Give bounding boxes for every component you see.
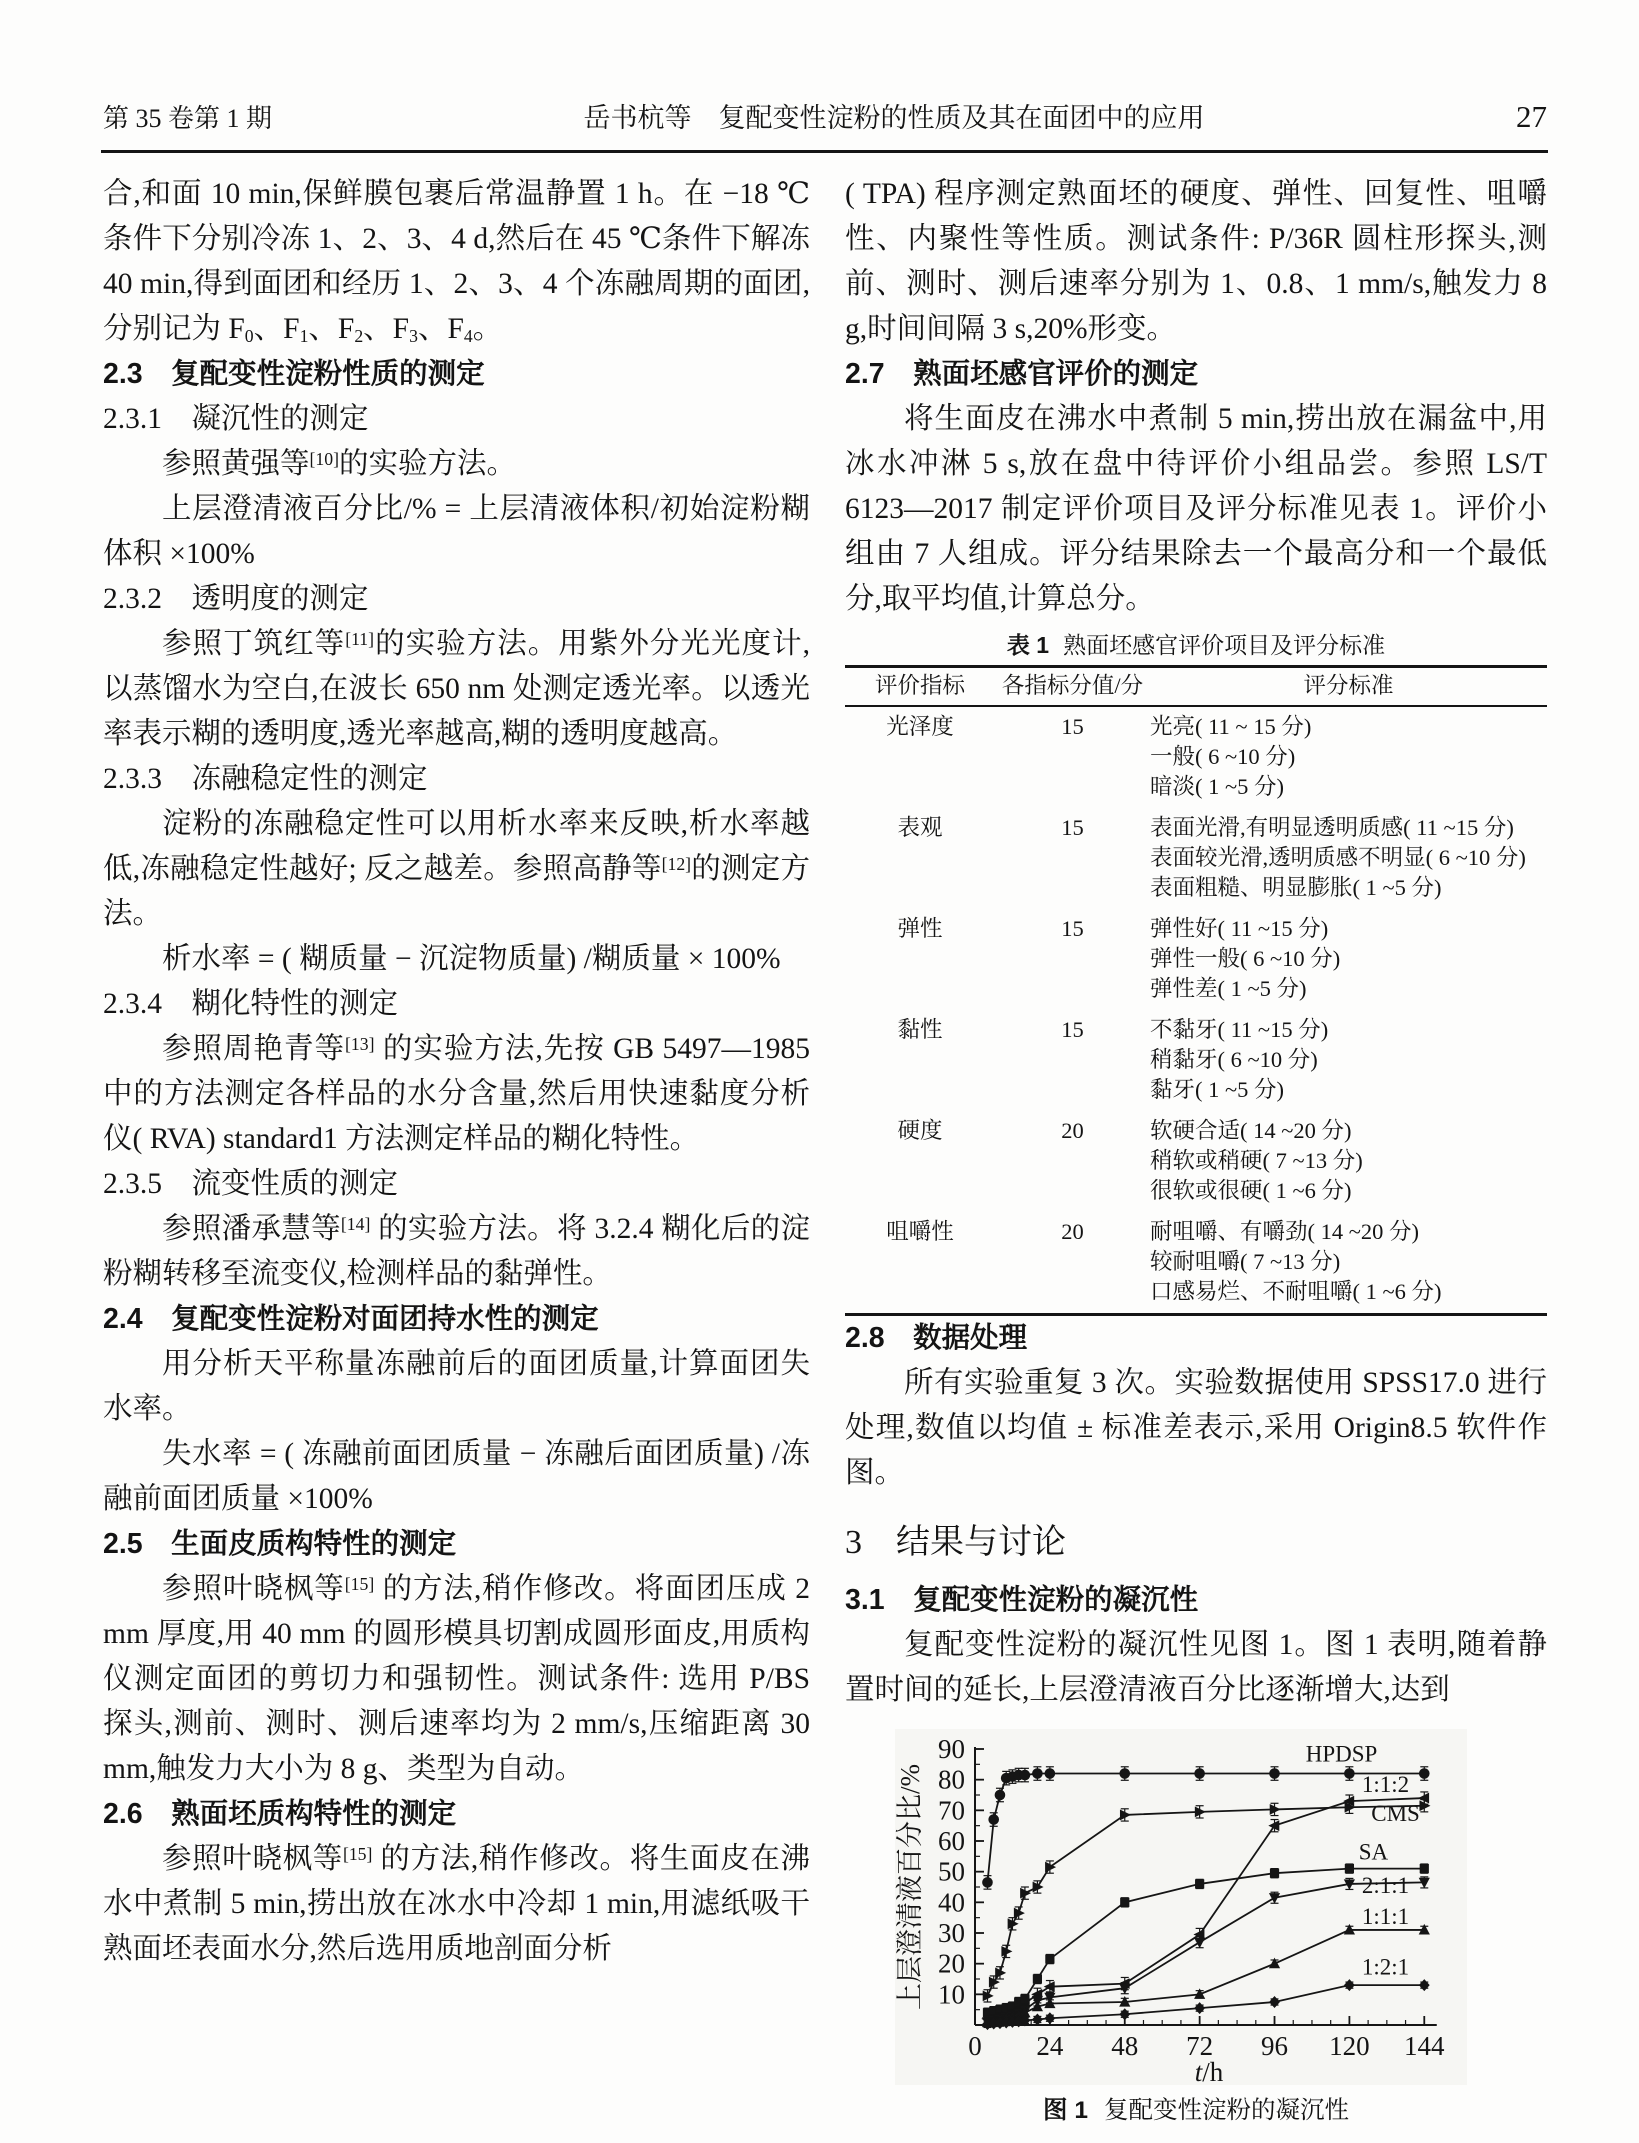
- x-tick-label: 72: [1186, 2031, 1214, 2061]
- paragraph: 复配变性淀粉的凝沉性见图 1。图 1 表明,随着静置时间的延长,上层澄清液百分比逐渐增大,达到: [845, 1629, 1547, 1706]
- criteria-cell: [1150, 1111, 1547, 1212]
- subscript: 3: [409, 326, 418, 346]
- criteria-line: 不黏牙( 11 ~15 分): [1150, 1017, 1329, 1042]
- paragraph: 参照黄强等[10]的实验方法。: [162, 448, 516, 480]
- paragraph: 将生面皮在沸水中煮制 5 min,捞出放在漏盆中,用冰水冲淋 5 s,放在盘中待评价小组品尝。参照 LS/T 6123—2017 制定评价项目及评分标准见表 1。评价小组由 7 人组成。评分结果除去一个最高分和一个最低分,取平均值,计算总分。: [845, 403, 1547, 615]
- score-cell: 20: [1061, 1219, 1084, 1244]
- table-1-body: [845, 706, 1547, 1315]
- subsection-heading: 2.7 熟面坯感官评价的测定: [845, 358, 1199, 390]
- subscript: 4: [463, 326, 473, 346]
- criteria-line: 耐咀嚼、有嚼劲( 14 ~20 分): [1150, 1219, 1420, 1244]
- page-number: 27: [1516, 99, 1547, 134]
- subscript: 0: [244, 326, 254, 346]
- table-1-caption: [845, 628, 1547, 663]
- indicator-cell: 咀嚼性: [886, 1219, 954, 1244]
- reference-superscript: [10]: [309, 449, 339, 469]
- criteria-line: 表面较光滑,透明质感不明显( 6 ~10 分): [1150, 845, 1526, 870]
- x-tick-label: 24: [1036, 2031, 1064, 2061]
- x-tick-label: 48: [1111, 2031, 1139, 2061]
- series-label-SA: SA: [1358, 1839, 1389, 1865]
- y-tick-label: 10: [938, 1979, 965, 2010]
- criteria-line: 黏牙( 1 ~5 分): [1150, 1077, 1285, 1102]
- right-column-top-blocks: [845, 172, 1547, 622]
- indicator-cell: 硬度: [897, 1118, 943, 1143]
- reference-superscript: [15]: [344, 1574, 375, 1594]
- criteria-line: 弹性差( 1 ~5 分): [1150, 976, 1307, 1001]
- header-rule: [101, 150, 1548, 153]
- criteria-line: 弹性一般( 6 ~10 分): [1150, 946, 1341, 971]
- reference-superscript: [12]: [661, 854, 692, 874]
- figure-1-caption-text: 复配变性淀粉的凝沉性: [1103, 2097, 1349, 2124]
- table-row: [845, 1212, 1547, 1315]
- paragraph: 参照叶晓枫等[15] 的方法,稍作修改。将面团压成 2 mm 厚度,用 40 mm 的圆形模具切割成圆形面皮,用质构仪测定面团的剪切力和强韧性。测试条件: 选用 P/BS 探头,测前、测时、测后速率均为 2 mm/s,压缩距离 30 mm,触发力大小为 8 g、类型为自动。: [103, 1573, 810, 1785]
- y-tick-label: 60: [938, 1826, 965, 1856]
- criteria-line: 一般( 6 ~10 分): [1150, 744, 1296, 769]
- x-tick-label: 0: [968, 2031, 982, 2061]
- running-title: 岳书杭等 复配变性淀粉的性质及其在面团中的应用: [583, 103, 1205, 133]
- subsection-heading: 2.4 复配变性淀粉对面团持水性的测定: [103, 1303, 599, 1335]
- figure-1-chart: [895, 1733, 1467, 2085]
- table-row: [845, 808, 1547, 909]
- reference-superscript: [11]: [345, 629, 375, 649]
- subsection-heading: 2.6 熟面坯质构特性的测定: [103, 1798, 457, 1830]
- right-column-bottom-blocks: [845, 1316, 1547, 1713]
- sensory-evaluation-table: [845, 665, 1547, 1316]
- y-tick-label: 90: [938, 1734, 965, 1764]
- series-label-1:1:2: 1:1:2: [1361, 1771, 1410, 1797]
- x-tick-label: 144: [1404, 2031, 1445, 2061]
- criteria-line: 弹性好( 11 ~15 分): [1150, 916, 1329, 941]
- paragraph: 参照丁筑红等[11]的实验方法。用紫外分光光度计,以蒸馏水为空白,在波长 650 nm 处测定透光率。以透光率表示糊的透明度,透光率越高,糊的透明度越高。: [103, 628, 810, 750]
- figure-1-caption-label: 图 1: [1043, 2097, 1088, 2124]
- x-axis-label: t/h: [1194, 2057, 1224, 2085]
- paragraph: 参照潘承慧等[14] 的实验方法。将 3.2.4 糊化后的淀粉糊转移至流变仪,检测样品的黏弹性。: [103, 1213, 810, 1290]
- criteria-cell: [1150, 706, 1547, 808]
- series-label-2:1:1: 2:1:1: [1361, 1873, 1410, 1899]
- paragraph: 失水率 = ( 冻融前面团质量 − 冻融后面团质量) /冻融前面团质量 ×100%: [103, 1438, 810, 1515]
- paragraph: 参照周艳青等[13] 的实验方法,先按 GB 5497—1985 中的方法测定各样品的水分含量,然后用快速黏度分析仪( RVA) standard1 方法测定样品的糊化特性。: [103, 1033, 810, 1155]
- right-column: [845, 172, 1547, 2129]
- x-tick-label: 120: [1329, 2031, 1370, 2061]
- criteria-cell: [1150, 808, 1547, 909]
- subsubsection-heading: 2.3.1 凝沉性的测定: [103, 403, 369, 435]
- subsection-heading: 2.8 数据处理: [845, 1322, 1028, 1354]
- table-1-caption-label: 表 1: [1006, 632, 1050, 658]
- subsection-heading: 2.3 复配变性淀粉性质的测定: [103, 358, 485, 390]
- score-cell: 15: [1061, 714, 1084, 739]
- criteria-line: 稍软或稍硬( 7 ~13 分): [1150, 1148, 1363, 1173]
- table-row: [845, 909, 1547, 1010]
- criteria-line: 稍黏牙( 6 ~10 分): [1150, 1047, 1318, 1072]
- criteria-cell: [1150, 909, 1547, 1010]
- series-label-HPDSP: HPDSP: [1305, 1741, 1378, 1767]
- table-header-row: [845, 667, 1547, 707]
- criteria-line: 口感易烂、不耐咀嚼( 1 ~6 分): [1150, 1279, 1442, 1304]
- subscript: 2: [354, 326, 364, 346]
- y-tick-label: 40: [938, 1887, 965, 1918]
- table-row: [845, 706, 1547, 808]
- paragraph: 上层澄清液百分比/% = 上层清液体积/初始淀粉糊体积 ×100%: [103, 493, 810, 570]
- series-1:1:2: [981, 1772, 1429, 2025]
- criteria-line: 表面粗糙、明显膨胀( 1 ~5 分): [1150, 875, 1442, 900]
- y-tick-label: 70: [938, 1795, 965, 1826]
- criteria-line: 较耐咀嚼( 7 ~13 分): [1150, 1249, 1341, 1274]
- criteria-line: 光亮( 11 ~ 15 分): [1150, 714, 1312, 739]
- subsubsection-heading: 2.3.3 冻融稳定性的测定: [103, 763, 428, 795]
- score-cell: 15: [1061, 1017, 1084, 1042]
- criteria-line: 表面光滑,有明显透明质感( 11 ~15 分): [1150, 815, 1514, 840]
- table-1-head: [845, 667, 1547, 707]
- criteria-cell: [1150, 1010, 1547, 1111]
- x-tick-label: 96: [1261, 2031, 1289, 2061]
- y-tick-label: 20: [938, 1948, 965, 1979]
- paragraph: 析水率 = ( 糊质量 − 沉淀物质量) /糊质量 × 100%: [162, 943, 781, 975]
- subsubsection-heading: 2.3.5 流变性质的测定: [103, 1168, 399, 1200]
- subsubsection-heading: 2.3.4 糊化特性的测定: [103, 988, 399, 1020]
- subsection-heading: 3.1 复配变性淀粉的凝沉性: [845, 1584, 1199, 1616]
- y-axis-label: 上层澄清液百分比/%: [895, 1764, 925, 2010]
- table-1-caption-text: 熟面坯感官评价项目及评分标准: [1063, 633, 1386, 658]
- indicator-cell: 光泽度: [886, 714, 954, 739]
- figure-1-caption: [845, 2093, 1547, 2129]
- column-header-criteria: 评分标准: [1303, 673, 1394, 698]
- criteria-cell: [1150, 1212, 1547, 1315]
- reference-superscript: [14]: [340, 1214, 371, 1234]
- paragraph: 所有实验重复 3 次。实验数据使用 SPSS17.0 进行处理,数值以均值 ± 标准差表示,采用 Origin8.5 软件作图。: [845, 1367, 1547, 1489]
- journal-issue: 第 35 卷第 1 期: [103, 104, 273, 133]
- indicator-cell: 表观: [897, 815, 943, 840]
- page-header: [103, 96, 1547, 135]
- series-label-1:2:1: 1:2:1: [1361, 1954, 1410, 1980]
- section-heading: 3 结果与讨论: [845, 1524, 1066, 1561]
- score-cell: 20: [1061, 1118, 1084, 1143]
- table-row: [845, 1111, 1547, 1212]
- series-label-1:1:1: 1:1:1: [1361, 1903, 1410, 1929]
- column-header-indicator: 评价指标: [874, 673, 965, 698]
- y-tick-label: 50: [938, 1856, 965, 1887]
- reference-superscript: [13]: [345, 1034, 375, 1054]
- paragraph: 淀粉的冻融稳定性可以用析水率来反映,析水率越低,冻融稳定性越好; 反之越差。参照高静等[12]的测定方法。: [103, 808, 810, 930]
- series-label-CMS: CMS: [1371, 1801, 1420, 1827]
- score-cell: 15: [1061, 916, 1084, 941]
- score-cell: 15: [1061, 815, 1084, 840]
- reference-superscript: [15]: [342, 1844, 373, 1864]
- column-header-score: 各指标分值/分: [1001, 673, 1144, 698]
- subscript: 1: [299, 326, 309, 346]
- criteria-line: 很软或很硬( 1 ~6 分): [1150, 1178, 1352, 1203]
- indicator-cell: 弹性: [897, 916, 943, 941]
- paragraph: ( TPA) 程序测定熟面坯的硬度、弹性、回复性、咀嚼性、内聚性等性质。测试条件: P/36R 圆柱形探头,测前、测时、测后速率分别为 1、0.8、1 mm/s,触发力 8 g,时间间隔 3 s,20%形变。: [845, 178, 1547, 345]
- paragraph: 合,和面 10 min,保鲜膜包裹后常温静置 1 h。在 −18 ℃条件下分别冷冻 1、2、3、4 d,然后在 45 ℃条件下解冻 40 min,得到面团和经历 1、2、3、4 个冻融周期的面团,分别记为 $F_0$、$F_1$、$F_2$、$F_3$、$F_4$。: [103, 178, 810, 346]
- left-column: [103, 172, 810, 1972]
- y-tick-label: 80: [938, 1764, 965, 1795]
- paragraph: 参照叶晓枫等[15] 的方法,稍作修改。将生面皮在沸水中煮制 5 min,捞出放在冰水中冷却 1 min,用滤纸吸干熟面坯表面水分,然后选用质地剖面分析: [103, 1843, 810, 1965]
- criteria-line: 软硬合适( 14 ~20 分): [1150, 1118, 1352, 1143]
- table-row: [845, 1010, 1547, 1111]
- figure-1: [895, 1729, 1467, 2085]
- indicator-cell: 黏性: [897, 1017, 943, 1042]
- criteria-line: 暗淡( 1 ~5 分): [1150, 774, 1285, 799]
- subsection-heading: 2.5 生面皮质构特性的测定: [103, 1528, 457, 1560]
- y-tick-label: 30: [938, 1918, 965, 1948]
- subsubsection-heading: 2.3.2 透明度的测定: [103, 583, 369, 615]
- paragraph: 用分析天平称量冻融前后的面团质量,计算面团失水率。: [103, 1348, 810, 1425]
